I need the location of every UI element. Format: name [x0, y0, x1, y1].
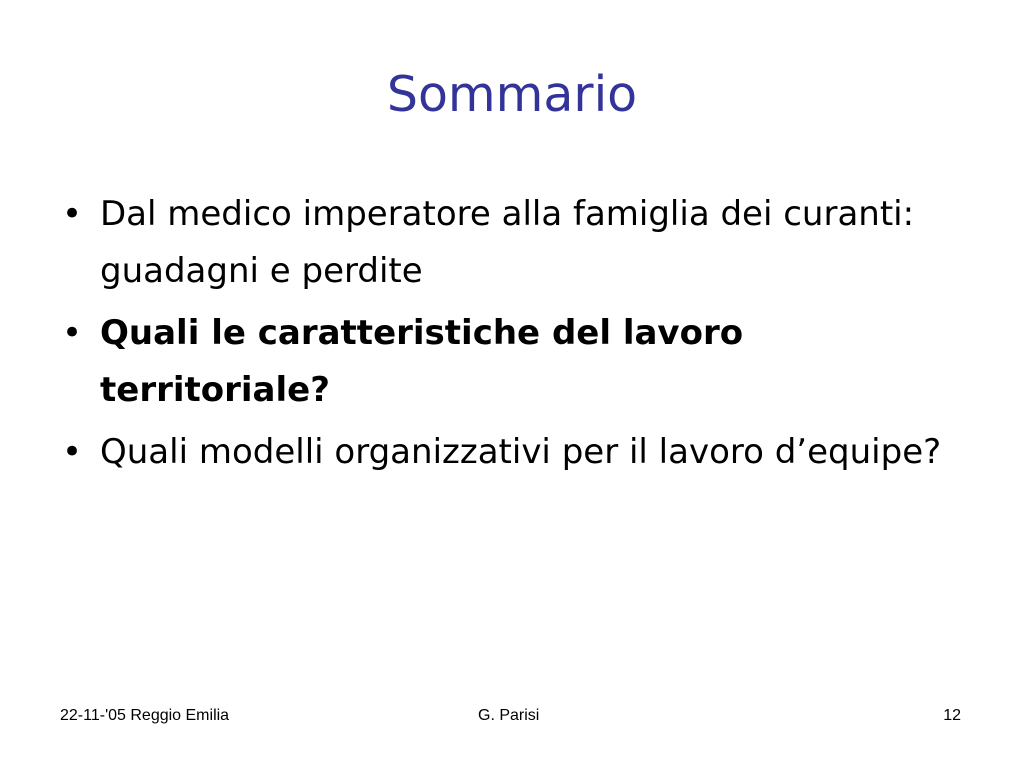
footer-date-location: 22-11-'05 Reggio Emilia — [60, 707, 230, 724]
bullet-item — [62, 186, 962, 300]
bullet-text: Quali modelli organizzativi per il lavoro d’equipe? — [100, 432, 942, 472]
bullet-text: Quali le caratteristiche del lavoro territoriale? — [100, 313, 744, 410]
bullet-list — [62, 186, 962, 486]
footer-page-number: 12 — [943, 707, 961, 724]
slide-title: Sommario — [386, 66, 638, 123]
bullet-dot: • — [62, 313, 83, 353]
footer-author: G. Parisi — [478, 707, 540, 724]
bullet-item — [62, 305, 962, 419]
bullet-dot: • — [62, 194, 83, 234]
bullet-dot: • — [62, 432, 83, 472]
bullet-item — [62, 424, 962, 481]
bullet-text: Dal medico imperatore alla famiglia dei curanti: guadagni e perdite — [100, 194, 915, 291]
